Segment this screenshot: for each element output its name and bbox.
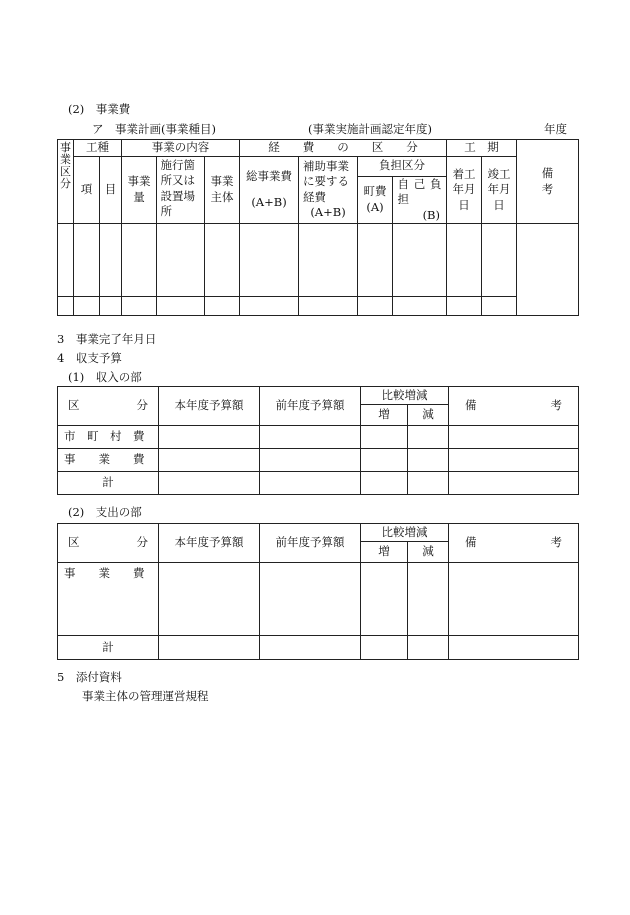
table-row bbox=[58, 426, 579, 449]
group-keihi: 経 費 の 区 分 bbox=[240, 140, 447, 157]
row-label: 市 町 村 費 bbox=[58, 426, 159, 449]
hdr-this-year: 本年度予算額 bbox=[159, 387, 260, 426]
section-heading: (2) 事業費 bbox=[68, 102, 131, 116]
hdr-biko: 備 考 bbox=[449, 387, 579, 426]
col-total: 総事業費 (A+B) bbox=[240, 156, 299, 224]
group-futan: 負担区分 bbox=[358, 156, 447, 176]
income-table bbox=[57, 386, 579, 495]
col-hojo: 補助事業に要する経費 (A+B) bbox=[299, 156, 358, 224]
plan-title: ア 事業計画(事業種目) bbox=[92, 122, 216, 136]
col-biko: 備 考 bbox=[517, 140, 579, 224]
plan-year-note: (事業実施計画認定年度) bbox=[308, 122, 432, 136]
income-heading: (1) 収入の部 bbox=[68, 370, 142, 384]
group-koshu: 工種 bbox=[74, 140, 122, 157]
table-row bbox=[58, 563, 579, 636]
table-row bbox=[58, 449, 579, 472]
hdr-increase: 増 bbox=[361, 405, 408, 426]
hdr-kubun: 区 分 bbox=[58, 387, 159, 426]
year-label: 年度 bbox=[544, 122, 567, 136]
col-chohi: 町費 (A) bbox=[358, 176, 393, 224]
hdr-biko: 備 考 bbox=[449, 524, 579, 563]
table-row bbox=[58, 636, 579, 660]
expense-table bbox=[57, 523, 579, 660]
plan-table bbox=[57, 139, 600, 316]
hdr-prev-year: 前年度予算額 bbox=[260, 387, 361, 426]
hdr-compare: 比較増減 bbox=[361, 387, 449, 405]
attachment-item: 事業主体の管理運営規程 bbox=[82, 689, 209, 703]
expense-heading: (2) 支出の部 bbox=[68, 505, 142, 519]
item-attachments: 5 添付資料 bbox=[57, 670, 122, 684]
col-kou: 項 bbox=[74, 156, 100, 224]
hdr-increase: 増 bbox=[361, 542, 408, 563]
col-chakko: 着工年月日 bbox=[447, 156, 482, 224]
col-jigyouryou: 事業量 bbox=[122, 156, 157, 224]
hdr-decrease: 減 bbox=[408, 405, 449, 426]
hdr-kubun: 区 分 bbox=[58, 524, 159, 563]
table-row bbox=[58, 224, 579, 297]
hdr-decrease: 減 bbox=[408, 542, 449, 563]
item-completion-date: 3 事業完了年月日 bbox=[57, 332, 157, 346]
col-shunko: 竣工年月日 bbox=[482, 156, 517, 224]
col-shutai: 事業主体 bbox=[205, 156, 240, 224]
row-label: 事 業 費 bbox=[58, 449, 159, 472]
col-basho: 施行箇所又は設置場所 bbox=[157, 156, 205, 224]
item-budget: 4 収支予算 bbox=[57, 351, 122, 365]
table-row bbox=[58, 472, 579, 495]
col-jiko: 自己負担 (B) bbox=[393, 176, 447, 224]
row-total-label: 計 bbox=[58, 472, 159, 495]
table-row bbox=[58, 297, 579, 316]
hdr-compare: 比較増減 bbox=[361, 524, 449, 542]
hdr-this-year: 本年度予算額 bbox=[159, 524, 260, 563]
col-moku: 目 bbox=[100, 156, 122, 224]
row-label: 事 業 費 bbox=[58, 563, 159, 636]
hdr-prev-year: 前年度予算額 bbox=[260, 524, 361, 563]
group-naiyou: 事業の内容 bbox=[122, 140, 240, 157]
row-total-label: 計 bbox=[58, 636, 159, 660]
group-kouki: 工 期 bbox=[447, 140, 517, 157]
col-kubun: 事業区分 bbox=[58, 140, 74, 224]
